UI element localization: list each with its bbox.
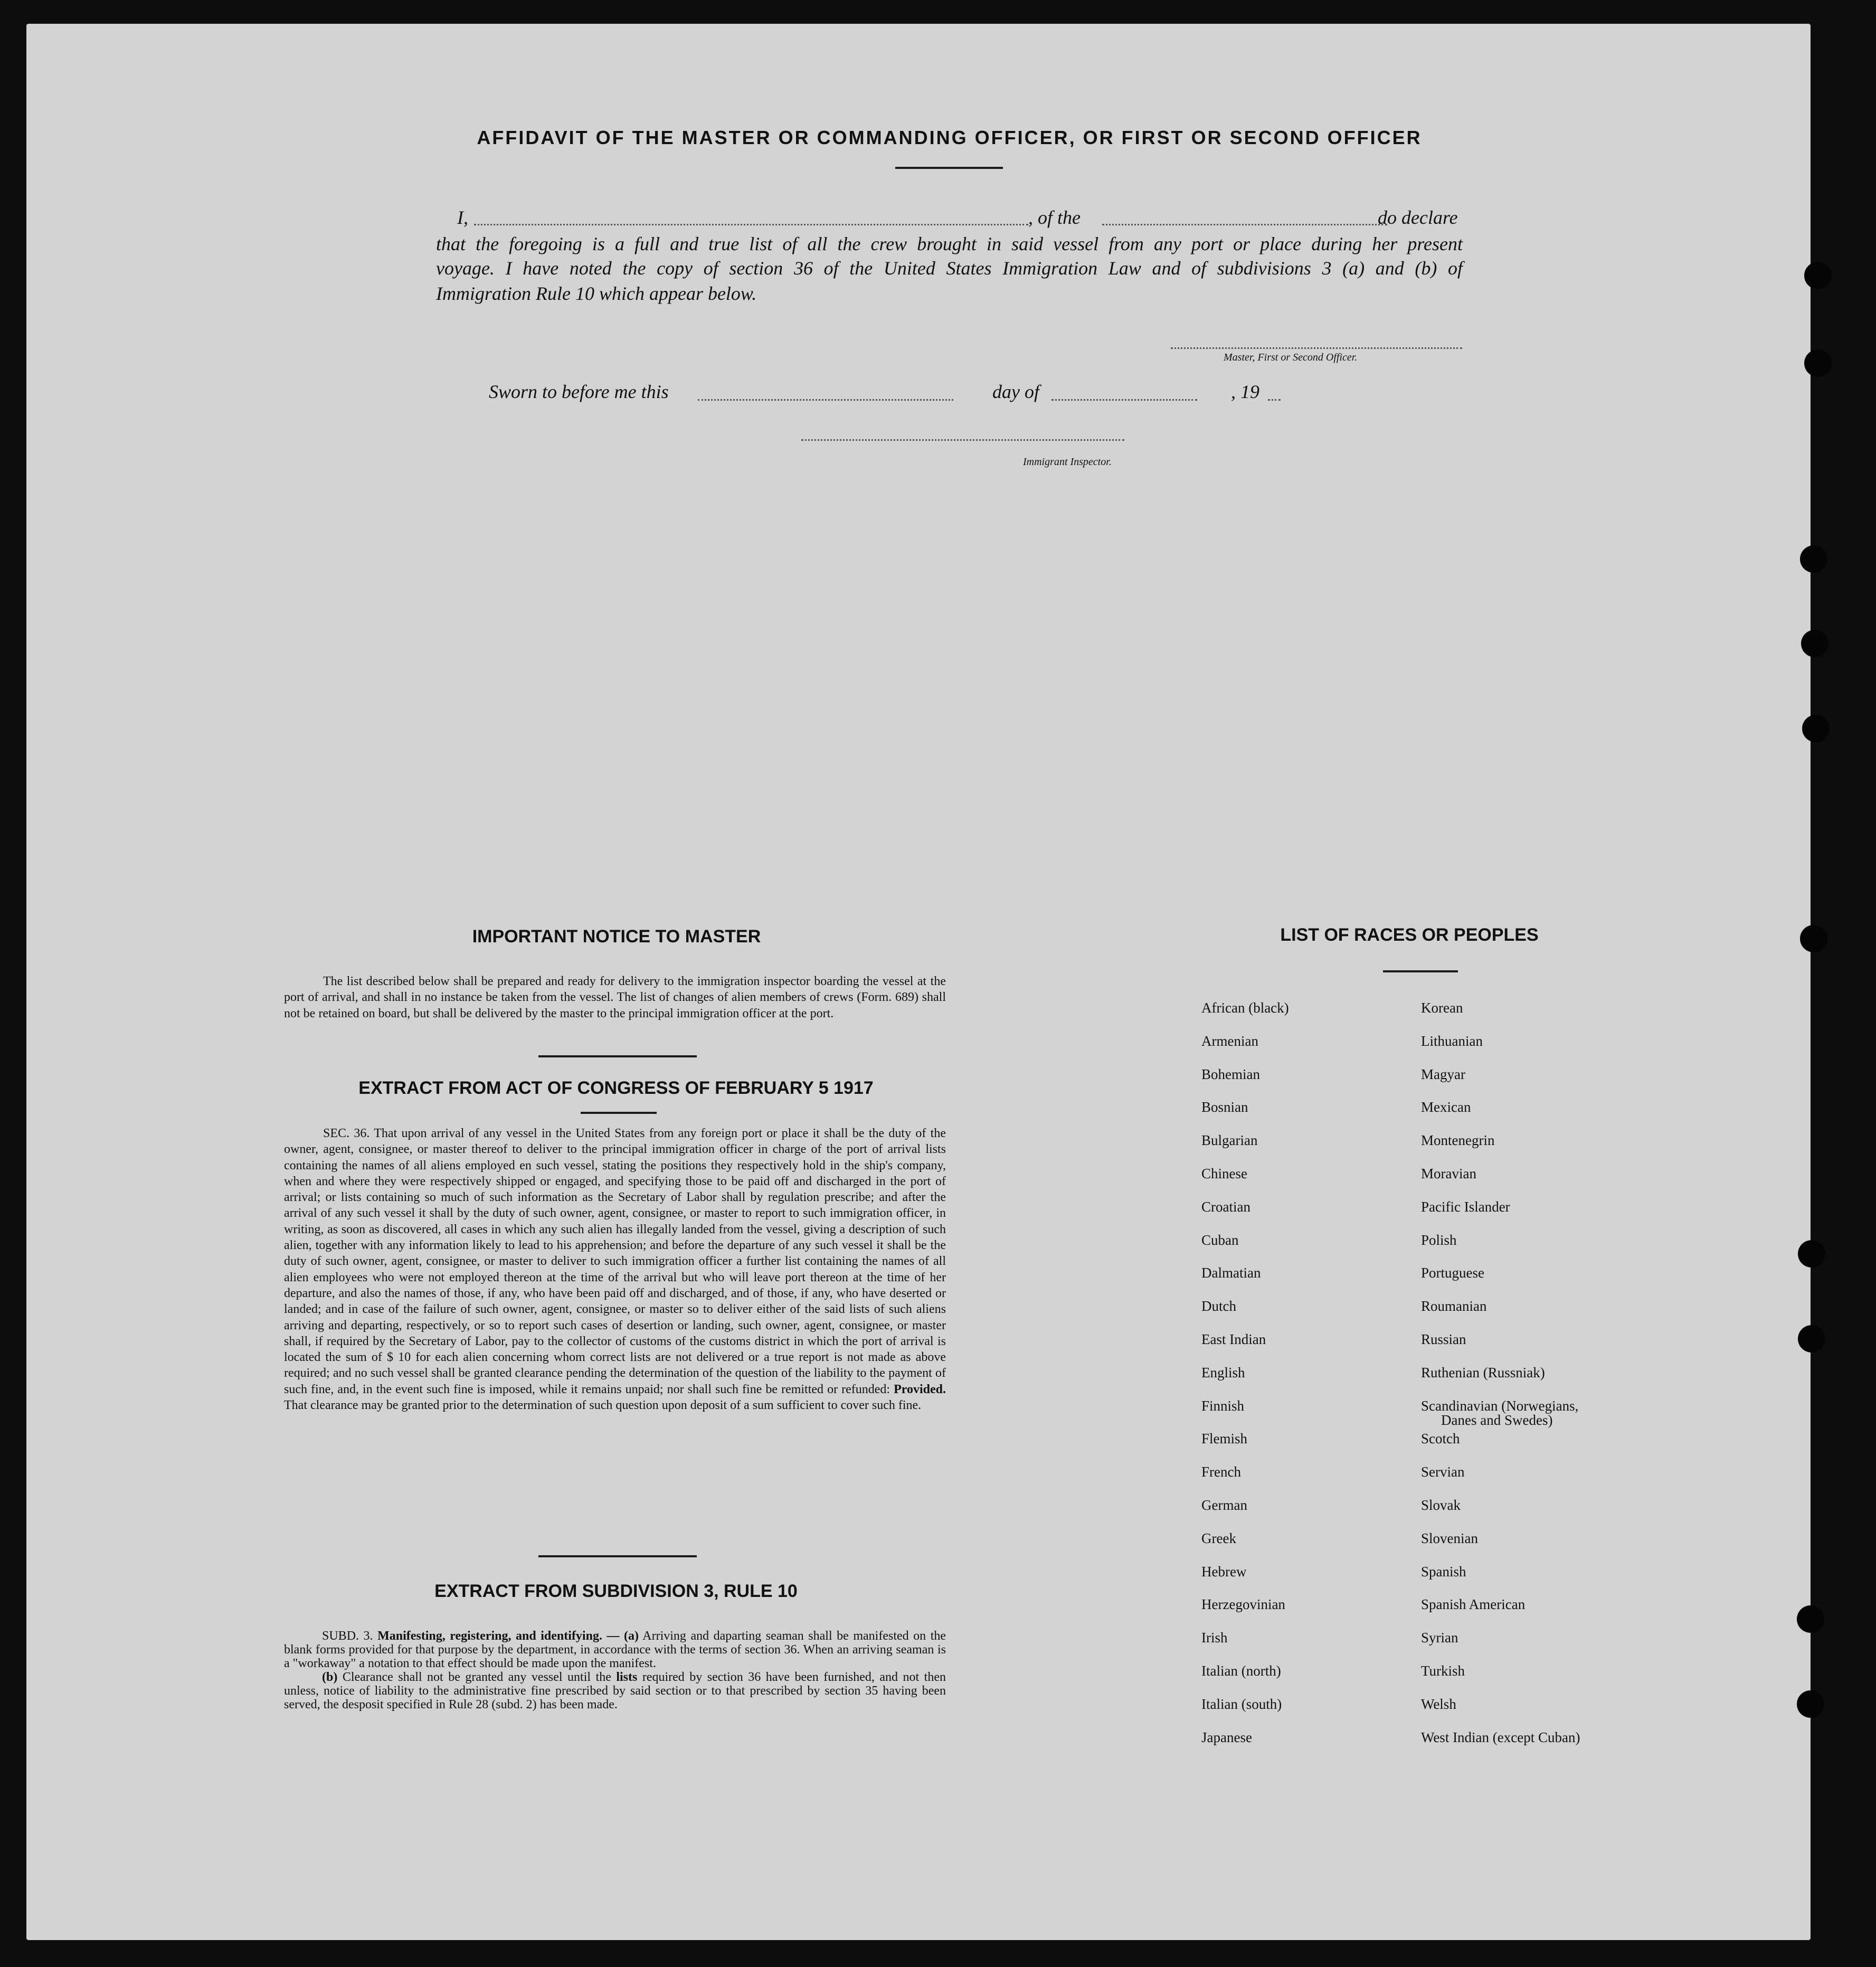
- subd-b-mark: (b): [322, 1670, 338, 1684]
- race-item: Spanish American: [1421, 1596, 1526, 1613]
- race-item: Herzegovinian: [1201, 1596, 1285, 1613]
- sec-36-text-end: That clearance may be granted prior to the determination of such question upon deposit of a sum sufficient to cover such fine.: [284, 1398, 922, 1413]
- race-item: Bulgarian: [1201, 1132, 1258, 1149]
- race-item: Moravian: [1421, 1166, 1476, 1181]
- affidavit-of-the: , of the: [1028, 207, 1081, 228]
- act-extract-text: [284, 1126, 946, 1413]
- race-item: Syrian: [1421, 1630, 1458, 1646]
- master-signature-line: [1171, 347, 1462, 349]
- race-item: Korean: [1421, 1000, 1463, 1016]
- races-title: LIST OF RACES OR PEOPLES: [1280, 925, 1539, 945]
- race-item: Pacific Islander: [1421, 1198, 1510, 1215]
- affidavit-line-1: [436, 206, 1463, 229]
- race-item: Croatian: [1201, 1198, 1250, 1215]
- rule-extract-text: [284, 1629, 946, 1711]
- subd-number: SUBD. 3.: [322, 1629, 373, 1643]
- sec-36-text: SEC. 36. That upon arrival of any vessel in the United States from any foreign port or place it shall be the duty of the owner, agent, consignee, or master thereof to deliver to the principal immigration officer in charge of the port of arrival lists containing the names of all aliens employed en such vessel, stating the positions they respectively hold in the ship's company, when and where they were respectively shipped or engaged, and specifying those to be paid off and discharged in the port of arrival; or lists containing so much of such information as the Secretary of Labor shall by regulation prescribe; and after the arrival of any such vessel it shall by the duty of such owner, agent, consignee, or master to report to such immigration officer, in writing, as soon as discovered, all cases in which any such alien has illegally landed from the vessel, giving a description of such alien, together with any information likely to lead to his apprehension; and before the departure of any such vessel it shall be the duty of such owner, agent, consignee, or master to deliver to such immigration officer a further list containing the names of all alien employees who were not employed thereon at the time of the arrival but who will leave port thereon at the time of her departure, and also the names of those, if any, who have been paid off and discharged, and of those, if any, who have deserted or landed; and in case of the failure of such owner, agent, consignee, or master so to deliver either of the said lists of such aliens arriving and departing, respectively, or so to report such cases of desertion or landing, such owner, agent, consignee, or master shall, if required by the Secretary of Labor, pay to the collector of customs of the customs district in which the port of arrival is located the sum of $ 10 for each alien concerning whom correct lists are not delivered or a true report is not made as above required; and no such vessel shall be granted clearance pending the determination of the question of the liability to the payment of such fine, and, in the event such fine is imposed, while it remains unpaid; nor shall such fine be remitted or refunded:: [284, 1127, 946, 1396]
- binder-hole: [1797, 1605, 1824, 1633]
- title-rule: [895, 167, 1003, 169]
- race-item: Slovenian: [1421, 1530, 1478, 1546]
- race-item: Roumanian: [1421, 1298, 1487, 1315]
- race-item: Italian (south): [1201, 1696, 1282, 1712]
- race-item: Slovak: [1421, 1497, 1461, 1513]
- race-item: Montenegrin: [1421, 1132, 1495, 1149]
- notice-rule: [538, 1055, 697, 1057]
- subd-a-paragraph: [284, 1629, 946, 1670]
- binder-hole: [1798, 1325, 1825, 1353]
- binder-hole: [1801, 630, 1828, 657]
- month-blank: [1051, 399, 1197, 401]
- binder-hole: [1800, 545, 1827, 573]
- race-item: Dalmatian: [1201, 1265, 1261, 1281]
- name-blank: [474, 224, 1028, 225]
- affidavit-declare: do declare: [1378, 207, 1458, 228]
- affidavit-line-4: Immigration Rule 10 which appear below.: [436, 283, 757, 304]
- vessel-blank: [1102, 224, 1387, 225]
- binder-hole: [1797, 1690, 1824, 1718]
- race-item: Flemish: [1201, 1431, 1248, 1447]
- affidavit-title: AFFIDAVIT OF THE MASTER OR COMMANDING OFFICER, OR FIRST OR SECOND OFFICER: [477, 127, 1422, 148]
- race-item: Scandinavian (Norwegians,: [1421, 1397, 1579, 1414]
- race-item: Welsh: [1421, 1696, 1456, 1712]
- race-item: Greek: [1201, 1530, 1236, 1546]
- race-item: Mexican: [1421, 1099, 1471, 1115]
- day-of-label: day of: [992, 381, 1039, 402]
- race-item: Lithuanian: [1421, 1033, 1483, 1049]
- race-item: West Indian (except Cuban): [1421, 1729, 1580, 1745]
- binder-hole: [1802, 715, 1830, 742]
- subd-b-lists: lists: [616, 1670, 638, 1684]
- race-item: English: [1201, 1364, 1245, 1380]
- race-item: Japanese: [1201, 1729, 1252, 1745]
- race-item: French: [1201, 1464, 1241, 1480]
- race-item: African (black): [1201, 1000, 1289, 1016]
- inspector-signature-line: [801, 439, 1124, 441]
- notice-text: The list described below shall be prepared and ready for delivery to the immigration inspector boarding the vessel at the port of arrival, and shall in no instance be taken from the vessel. The list of changes of alien members of crews (Form. 689) shall not be retained on board, but shall be delivered by the master to the principal immigration officer at the port.: [284, 975, 946, 1020]
- race-item: Portuguese: [1421, 1265, 1484, 1281]
- race-item: Ruthenian (Russniak): [1421, 1364, 1545, 1380]
- race-item: Turkish: [1421, 1663, 1465, 1679]
- races-rule: [1383, 970, 1458, 972]
- subd-a-mark: — (a): [607, 1629, 639, 1643]
- inspector-caption: Immigrant Inspector.: [1023, 456, 1112, 468]
- master-caption: Master, First or Second Officer.: [1224, 352, 1358, 363]
- race-item: Servian: [1421, 1464, 1465, 1480]
- race-item: Polish: [1421, 1232, 1457, 1248]
- provided-word: Provided.: [894, 1382, 946, 1396]
- sworn-line: [489, 380, 1281, 403]
- affidavit-line-3: voyage. I have noted the copy of section 36 of the United States Immigration Law and of subdivisions 3 (a) and (b) of: [436, 258, 1463, 279]
- rule-extract-rule-top: [538, 1555, 697, 1557]
- year-blank: [1268, 399, 1281, 401]
- race-item: Cuban: [1201, 1232, 1239, 1248]
- rule-extract-title: EXTRACT FROM SUBDIVISION 3, RULE 10: [434, 1581, 798, 1601]
- subd-heading: Manifesting, registering, and identifying.: [377, 1629, 602, 1643]
- race-item: Dutch: [1201, 1298, 1236, 1315]
- race-item: Danes and Swedes): [1441, 1412, 1553, 1428]
- subd-b-paragraph: [284, 1670, 946, 1711]
- binder-hole: [1800, 925, 1827, 952]
- binder-hole: [1798, 1240, 1825, 1268]
- affidavit-line-2: that the foregoing is a full and true list of all the crew brought in said vessel from any port or place during her present: [436, 233, 1463, 254]
- race-item: Bosnian: [1201, 1099, 1248, 1115]
- race-item: Armenian: [1201, 1033, 1258, 1049]
- subd-b-text-1: Clearance shall not be granted any vessel until the: [342, 1670, 611, 1684]
- race-item: Chinese: [1201, 1166, 1247, 1181]
- race-item: Finnish: [1201, 1397, 1245, 1414]
- race-item: Italian (north): [1201, 1663, 1281, 1679]
- race-item: Spanish: [1421, 1563, 1466, 1580]
- act-extract-title: EXTRACT FROM ACT OF CONGRESS OF FEBRUARY 5 1917: [358, 1078, 874, 1098]
- binder-hole: [1804, 349, 1832, 377]
- act-extract-rule: [581, 1112, 657, 1114]
- race-item: Bohemian: [1201, 1066, 1260, 1082]
- race-item: Hebrew: [1201, 1563, 1247, 1580]
- race-item: Irish: [1201, 1630, 1228, 1646]
- race-item: Scotch: [1421, 1431, 1460, 1447]
- race-item: East Indian: [1201, 1331, 1266, 1347]
- notice-title: IMPORTANT NOTICE TO MASTER: [472, 926, 761, 947]
- binder-hole: [1804, 262, 1832, 289]
- sworn-label: Sworn to before me this: [489, 381, 669, 402]
- sworn-blank: [698, 399, 953, 401]
- race-item: Russian: [1421, 1331, 1466, 1347]
- race-item: Magyar: [1421, 1066, 1465, 1082]
- year-label: , 19: [1231, 381, 1259, 402]
- subd-b-text-2: required by section 36 have been furnished, and not then unless, notice of liability to the administrative fine prescribed by said section or to that prescribed by section 35 having been served, the desposit specified in Rule 28 (subd. 2) has been made.: [284, 1670, 946, 1711]
- affidavit-i: I,: [457, 207, 468, 228]
- race-item: German: [1201, 1497, 1247, 1513]
- subd-a-text: Arriving and daparting seaman shall be manifested on the blank forms provided for that purpose by the department, in accordance with the terms of section 36. When an arriving seaman is a "workaway" a notation to that effect should be made upon the manifest.: [284, 1629, 946, 1670]
